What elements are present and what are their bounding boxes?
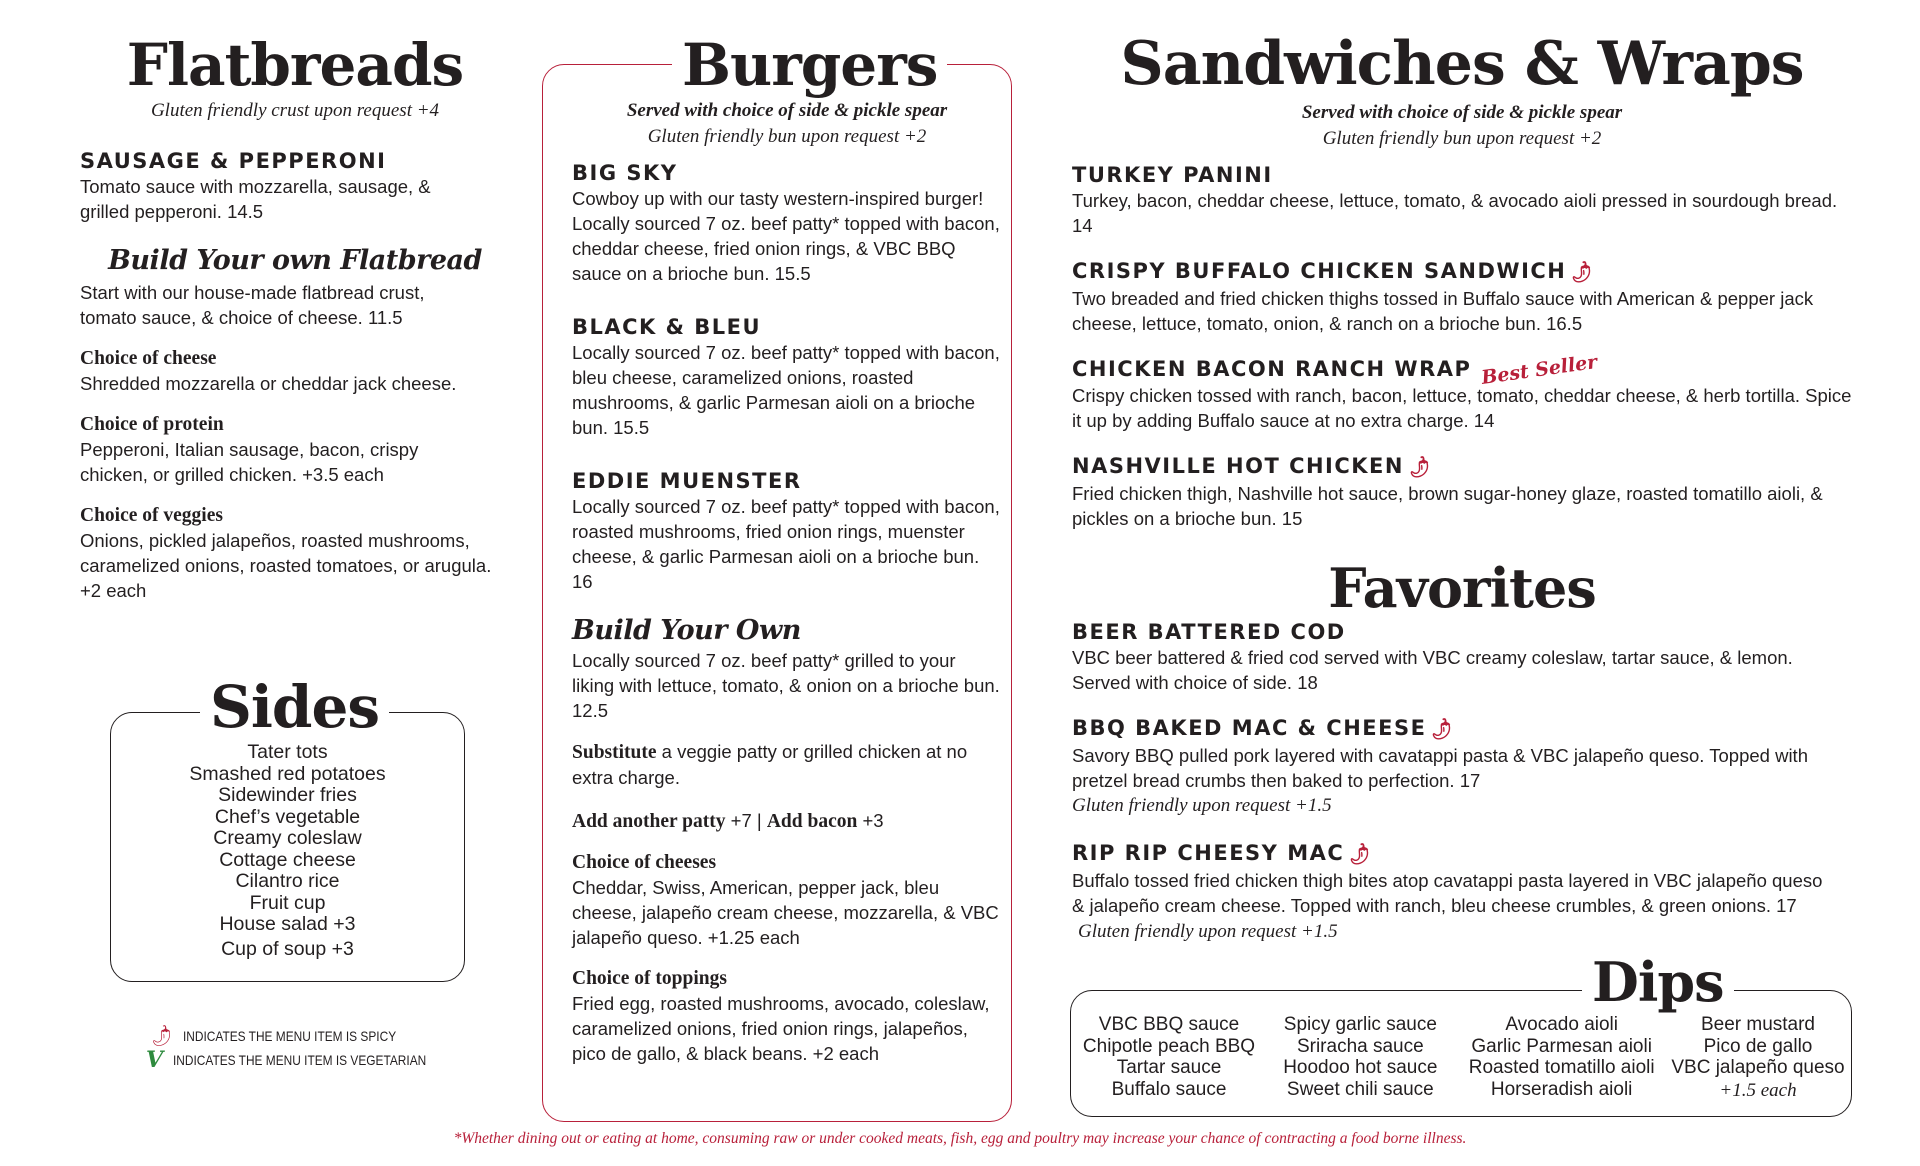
item-description: Fried chicken thigh, Nashville hot sauce, brown sugar-honey glaze, roasted tomatillo aioli, & pickles on a brioche bun. 15 <box>1072 483 1823 529</box>
burgers-gluten-note: Gluten friendly bun upon request +2 <box>647 126 927 147</box>
add-bacon-label: Add bacon <box>766 811 858 832</box>
choice-block <box>80 504 510 603</box>
choice-text: Pepperoni, Italian sausage, bacon, crispy chicken, or grilled chicken. +3.5 each <box>80 439 419 485</box>
chili-icon: 🌶 <box>1345 840 1376 869</box>
dip-item: Buffalo sauce <box>1111 1078 1227 1100</box>
choice-heading: Choice of protein <box>80 414 224 435</box>
add-patty-price: +7 <box>730 810 752 831</box>
chili-icon: 🌶 <box>1567 258 1598 287</box>
dip-item: VBC jalapeño queso <box>1671 1057 1845 1078</box>
legend-vegetarian <box>146 1048 471 1072</box>
item-name: CHICKEN BACON RANCH WRAP <box>1072 357 1472 381</box>
gluten-note: Gluten friendly upon request +1.5 <box>1078 921 1338 942</box>
item-name: BLACK & BLEU <box>572 315 762 339</box>
legend-spicy <box>146 1024 471 1048</box>
menu-item <box>1072 619 1852 695</box>
sides-list <box>110 742 465 960</box>
menu-item <box>572 160 1002 286</box>
best-seller-badge: Best Seller <box>1480 350 1599 390</box>
flatbreads-section <box>80 30 510 603</box>
choice-block <box>572 851 1002 950</box>
choice-heading: Choice of cheese <box>80 348 217 369</box>
dip-item: Chipotle peach BBQ <box>1082 1035 1256 1057</box>
item-name: NASHVILLE HOT CHICKEN <box>1072 454 1404 478</box>
add-ons <box>572 808 1002 834</box>
item-description: Locally sourced 7 oz. beef patty* topped with bacon, bleu cheese, caramelized onions, roasted mushrooms, & garlic Parmesan aioli on a brioche bun. 15.5 <box>572 342 1000 438</box>
flatbreads-title: Flatbreads <box>126 31 464 99</box>
sandwiches-side-note: Served with choice of side & pickle spear <box>1301 102 1623 123</box>
substitute-label: Substitute <box>572 742 657 763</box>
item-name: BBQ BAKED MAC & CHEESE <box>1072 716 1427 740</box>
item-description: Locally sourced 7 oz. beef patty* topped with bacon, roasted mushrooms, fried onion rings, muenster cheese, & garlic Parmesan aioli on a brioche bun. 16 <box>572 496 1000 592</box>
dip-item: Beer mustard <box>1700 1014 1815 1035</box>
side-item: Smashed red potatoes <box>189 762 386 785</box>
choice-block <box>80 347 510 396</box>
legend-vegetarian-text: INDICATES THE MENU ITEM IS VEGETARIAN <box>173 1052 427 1068</box>
dip-item: VBC BBQ sauce <box>1098 1014 1240 1035</box>
item-name-row <box>1072 258 1852 286</box>
build-burger-desc: Locally sourced 7 oz. beef patty* grilled to your liking with lettuce, tomato, & onion on a brioche bun. 12.5 <box>572 650 1000 721</box>
divider: | <box>756 810 767 831</box>
dip-item: Tartar sauce <box>1116 1057 1222 1078</box>
choice-text: Fried egg, roasted mushrooms, avocado, coleslaw, caramelized onions, fried onion rings, jalapeños, pico de gallo, & black beans. +2 each <box>572 993 990 1064</box>
dip-item: Roasted tomatillo aioli <box>1468 1057 1655 1078</box>
menu-item <box>1072 453 1852 531</box>
dips-price: +1.5 each <box>1719 1079 1797 1101</box>
dip-item: Hoodoo hot sauce <box>1283 1057 1438 1078</box>
item-name: TURKEY PANINI <box>1072 163 1273 187</box>
menu-item <box>572 468 1002 594</box>
choice-heading: Choice of veggies <box>80 505 223 526</box>
dip-item: Sriracha sauce <box>1296 1035 1424 1057</box>
dip-item: Horseradish aioli <box>1490 1078 1633 1100</box>
choice-block <box>572 967 1002 1066</box>
item-name: CRISPY BUFFALO CHICKEN SANDWICH <box>1072 259 1567 283</box>
dip-item: Pico de gallo <box>1703 1035 1813 1057</box>
build-flatbread-desc: Start with our house-made flatbread crust, tomato sauce, & choice of cheese. 11.5 <box>80 282 425 328</box>
chili-icon: 🌶 <box>1404 453 1436 482</box>
menu-item <box>80 148 510 224</box>
gluten-note: Gluten friendly upon request +1.5 <box>1072 795 1332 816</box>
dips-column <box>1074 1014 1264 1101</box>
substitute-note <box>572 739 1002 790</box>
side-item: Cup of soup +3 <box>221 937 354 960</box>
sandwiches-gluten-note: Gluten friendly bun upon request +2 <box>1322 128 1602 149</box>
add-patty-label: Add another patty <box>572 811 726 832</box>
item-description-text: Buffalo tossed fried chicken thigh bites atop cavatappi pasta layered in VBC jalapeño queso & jalapeño cream cheese. Topped with ranch, bleu cheese crumbles, & green onions. 17 <box>1072 870 1823 916</box>
item-description: Savory BBQ pulled pork layered with cavatappi pasta & VBC jalapeño queso. Topped with pretzel bread crumbs then baked to perfection. 17 <box>1072 745 1808 791</box>
menu-item <box>1072 162 1852 238</box>
dips-columns <box>1074 1014 1848 1101</box>
sandwiches-section <box>1072 28 1852 944</box>
item-description: Tomato sauce with mozzarella, sausage, & grilled pepperoni. 14.5 <box>80 176 431 222</box>
legend-spicy-text: INDICATES THE MENU ITEM IS SPICY <box>182 1028 396 1044</box>
side-item: Sidewinder fries <box>218 784 357 806</box>
item-name: RIP RIP CHEESY MAC <box>1072 841 1345 865</box>
disclaimer: *Whether dining out or eating at home, consuming raw or under cooked meats, fish, egg and poultry may increase your chance of contracting a food borne illness. <box>453 1130 1467 1147</box>
item-name: BEER BATTERED COD <box>1072 620 1346 644</box>
menu-item <box>1072 715 1852 818</box>
menu-item <box>1072 840 1852 944</box>
item-description: Turkey, bacon, cheddar cheese, lettuce, tomato, & avocado aioli pressed in sourdough bread. 14 <box>1072 190 1838 236</box>
item-description: Two breaded and fried chicken thighs tossed in Buffalo sauce with American & pepper jack cheese, lettuce, tomato, onion, & ranch on a brioche bun. 16.5 <box>1072 288 1814 334</box>
side-item: Cilantro rice <box>235 870 340 892</box>
item-name-row <box>1072 350 1852 390</box>
build-burger-title: Build Your Own <box>572 615 801 646</box>
choice-text: Cheddar, Swiss, American, pepper jack, bleu cheese, jalapeño cream cheese, mozzarella, & VBC jalapeño queso. +1.25 each <box>572 877 999 948</box>
item-description: VBC beer battered & fried cod served with VBC creamy coleslaw, tartar sauce, & lemon. Served with choice of side. 18 <box>1072 647 1793 693</box>
side-item: Chef’s vegetable <box>214 805 361 828</box>
substitute-text: a veggie patty or grilled chicken at no extra charge. <box>572 741 968 788</box>
dips-column <box>1457 1014 1667 1101</box>
item-name: SAUSAGE & PEPPERONI <box>80 149 387 173</box>
dips-column <box>1668 1014 1848 1101</box>
choice-heading: Choice of toppings <box>572 968 727 989</box>
menu-item <box>1072 258 1852 336</box>
choice-heading: Choice of cheeses <box>572 852 717 873</box>
choice-block <box>80 413 510 487</box>
item-description: Cowboy up with our tasty western-inspired burger! Locally sourced 7 oz. beef patty* topped with bacon, cheddar cheese, fried onion rings, & VBC BBQ sauce on a brioche bun. 15.5 <box>572 188 1000 284</box>
add-bacon-price: +3 <box>862 810 884 831</box>
legend <box>146 1024 471 1072</box>
item-description: Crispy chicken tossed with ranch, bacon, lettuce, tomato, cheddar cheese, & herb tortilla. Spice it up by adding Buffalo sauce at no extra charge. 14 <box>1072 385 1852 431</box>
side-item: Tater tots <box>247 741 328 763</box>
side-item: Cottage cheese <box>219 848 356 871</box>
menu-item <box>572 314 1002 440</box>
item-description <box>1072 868 1832 944</box>
dip-item: Garlic Parmesan aioli <box>1471 1035 1652 1057</box>
side-item: Fruit cup <box>249 891 326 914</box>
item-name: EDDIE MUENSTER <box>572 469 802 493</box>
sandwiches-title: Sandwiches & Wraps <box>1120 29 1804 99</box>
item-name-row <box>1072 715 1852 743</box>
side-item: House salad +3 <box>219 913 356 935</box>
burgers-section <box>572 98 1002 1066</box>
item-name: BIG SKY <box>572 161 678 185</box>
flatbreads-gluten-note: Gluten friendly crust upon request +4 <box>150 100 440 121</box>
chili-icon: 🌶 <box>147 1022 176 1049</box>
dip-item: Avocado aioli <box>1505 1014 1618 1035</box>
item-name-row <box>1072 453 1852 481</box>
dip-item: Sweet chili sauce <box>1286 1078 1434 1100</box>
chili-icon: 🌶 <box>1427 715 1458 744</box>
dip-item: Spicy garlic sauce <box>1283 1014 1437 1035</box>
dips-title: Dips <box>1582 950 1734 1014</box>
item-name-row <box>1072 840 1852 868</box>
burgers-side-note: Served with choice of side & pickle spear <box>626 100 948 121</box>
side-item: Creamy coleslaw <box>213 827 362 849</box>
dips-column <box>1265 1014 1455 1101</box>
burgers-title: Burgers <box>672 30 947 100</box>
menu-item <box>1072 350 1852 433</box>
sides-title: Sides <box>200 672 389 742</box>
build-flatbread-title: Build Your own Flatbread <box>108 245 482 276</box>
favorites-title: Favorites <box>1328 556 1596 620</box>
choice-text: Shredded mozzarella or cheddar jack cheese. <box>80 373 457 394</box>
vegetarian-v-icon: V <box>146 1047 164 1073</box>
choice-text: Onions, pickled jalapeños, roasted mushrooms, caramelized onions, roasted tomatoes, or arugula. +2 each <box>80 530 492 601</box>
